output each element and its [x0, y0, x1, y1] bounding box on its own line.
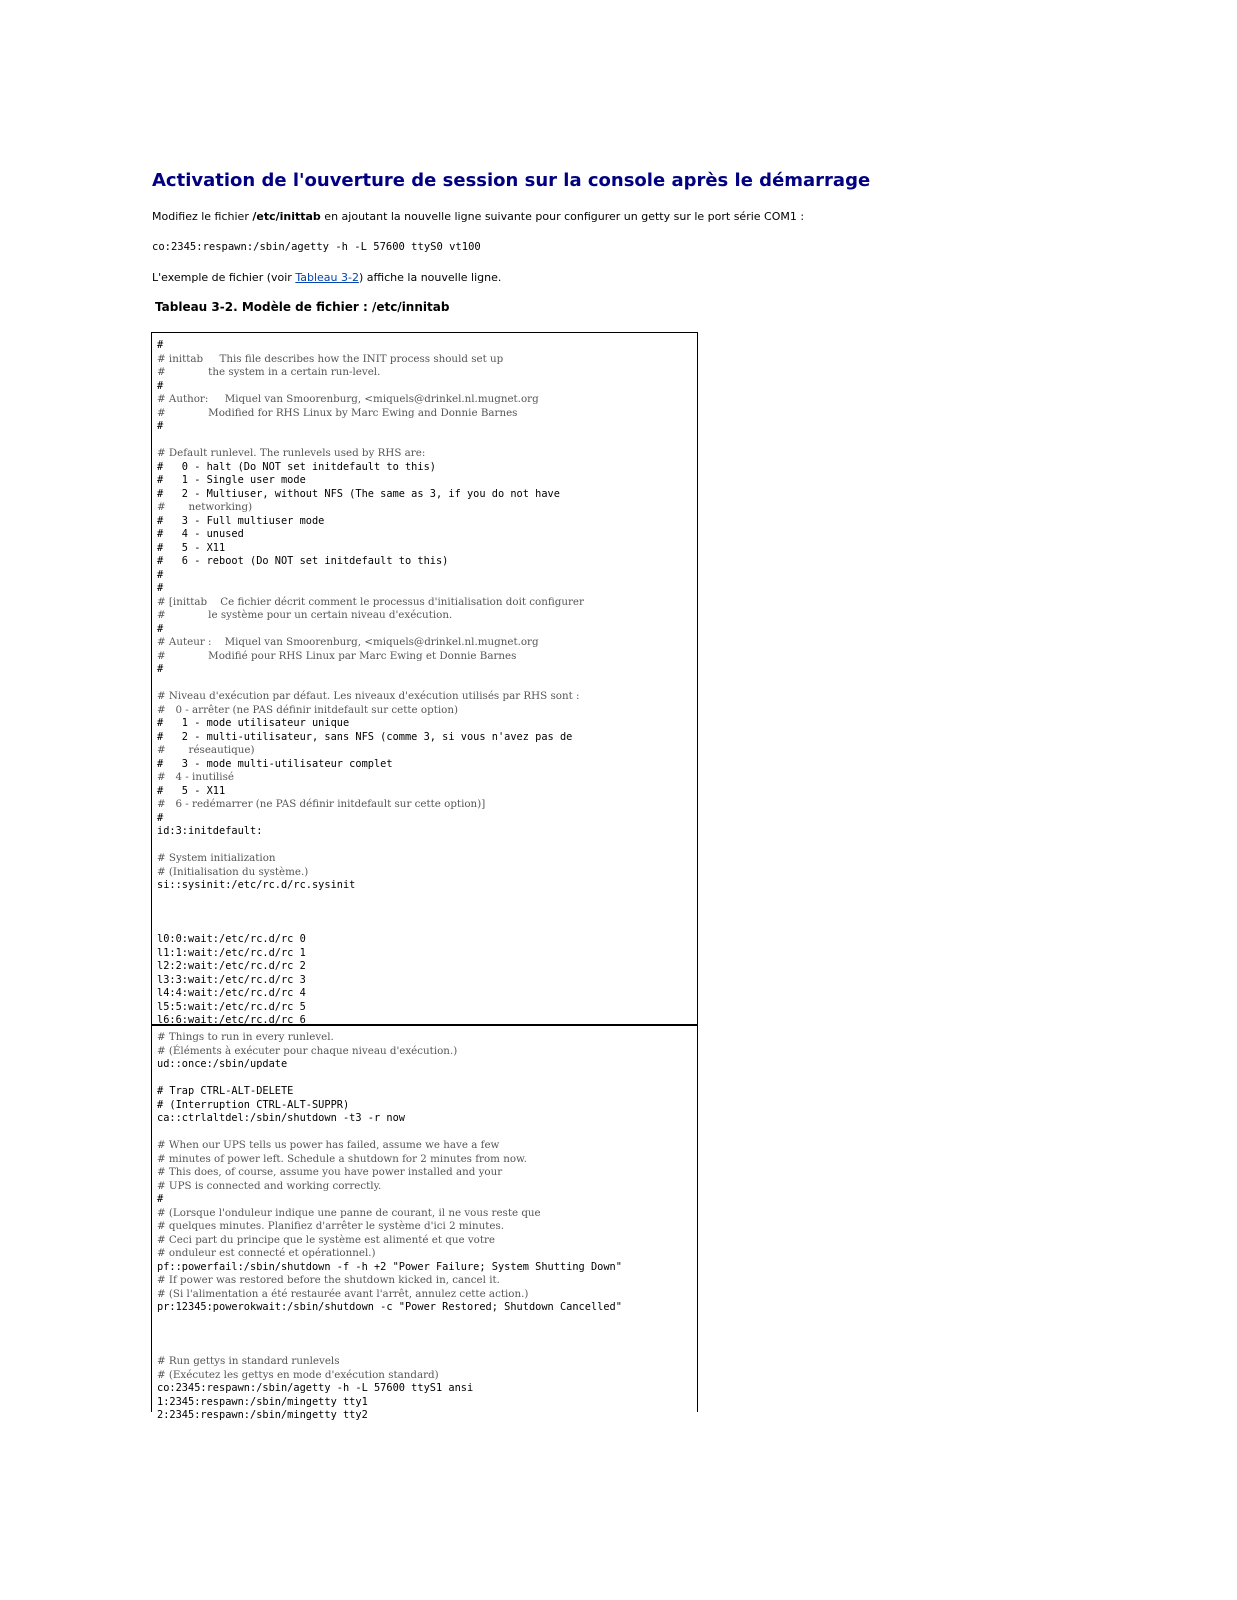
command-line: co:2345:respawn:/sbin/agetty -h -L 57600 ttyS0 vt100 [152, 241, 481, 253]
code-line: # [157, 420, 164, 432]
code-line: # Author: Miquel van Smoorenburg, <miquels@drinkel.nl.mugnet.org [157, 393, 539, 405]
code-line: # the system in a certain run-level. [157, 366, 381, 378]
code-line: co:2345:respawn:/sbin/agetty -h -L 57600 ttyS1 ansi [157, 1382, 474, 1394]
code-line: pr:12345:powerokwait:/sbin/shutdown -c "Power Restored; Shutdown Cancelled" [157, 1301, 622, 1313]
file-name: /etc/inittab [252, 210, 321, 223]
code-line: # [inittab Ce fichier décrit comment le processus d'initialisation doit configurer [157, 595, 584, 608]
code-line: # 3 - Full multiuser mode [157, 514, 325, 527]
code-line: # Ceci part du principe que le système est alimenté et que votre [157, 1233, 495, 1246]
code-line [157, 677, 584, 691]
code-line: # This does, of course, assume you have power installed and your [157, 1166, 503, 1178]
code-line: # System initialization [157, 852, 276, 864]
code-line: # Auteur : Miquel van Smoorenburg, <miquels@drinkel.nl.mugnet.org [157, 636, 539, 648]
example-text-before: L'exemple de fichier (voir [152, 271, 296, 284]
code-line: # 6 - redémarrer (ne PAS définir initdefault sur cette option)] [157, 798, 486, 810]
code-line [157, 434, 584, 448]
code-line [157, 920, 584, 934]
code-line: # [157, 379, 164, 392]
code-line: # (Interruption CTRL-ALT-SUPPR) [157, 1098, 350, 1111]
code-line: # (Exécutez les gettys en mode d'exécution standard) [157, 1368, 439, 1381]
code-line: # le système pour un certain niveau d'exécution. [157, 609, 453, 621]
code-line: # 5 - X11 [157, 541, 226, 554]
code-line: # 1 - Single user mode [157, 474, 306, 486]
code-line: # 0 - halt (Do NOT set initdefault to this) [157, 460, 436, 473]
code-line: l3:3:wait:/etc/rc.d/rc 3 [157, 973, 306, 986]
code-line: # UPS is connected and working correctly. [157, 1179, 382, 1192]
code-line: si::sysinit:/etc/rc.d/rc.sysinit [157, 879, 356, 891]
code-line: # [157, 568, 164, 581]
code-line: # (Éléments à exécuter pour chaque niveau d'exécution.) [157, 1044, 458, 1057]
code-line: # When our UPS tells us power has failed, assume we have a few [157, 1139, 500, 1151]
code-line: # [157, 339, 164, 351]
page-title: Activation de l'ouverture de session sur la console après le démarrage [152, 170, 871, 191]
code-line: # 4 - unused [157, 528, 244, 540]
code-line: # Modifié pour RHS Linux par Marc Ewing et Donnie Barnes [157, 649, 517, 662]
code-line: ca::ctrlaltdel:/sbin/shutdown -t3 -r now [157, 1112, 405, 1124]
code-line: # If power was restored before the shutdown kicked in, cancel it. [157, 1274, 500, 1286]
code-line: ud::once:/sbin/update [157, 1058, 288, 1070]
code-lines-1 [157, 339, 584, 1028]
code-line: # [157, 622, 164, 635]
code-line [157, 893, 584, 907]
code-line: pf::powerfail:/sbin/shutdown -f -h +2 "Power Failure; System Shutting Down" [157, 1260, 622, 1273]
code-lines-2 [157, 1031, 622, 1423]
example-text-after: ) affiche la nouvelle ligne. [358, 271, 502, 284]
code-line: 1:2345:respawn:/sbin/mingetty tty1 [157, 1395, 368, 1408]
table-caption: Tableau 3-2. Modèle de fichier : /etc/innitab [155, 300, 450, 314]
code-line: # 0 - arrêter (ne PAS définir initdefault sur cette option) [157, 703, 458, 716]
table-link[interactable]: Tableau 3-2 [295, 271, 359, 284]
code-line: l4:4:wait:/etc/rc.d/rc 4 [157, 987, 306, 999]
intro-text-before: Modifiez le fichier [152, 210, 253, 223]
code-line: l6:6:wait:/etc/rc.d/rc 6 [157, 1014, 306, 1026]
code-line: # Run gettys in standard runlevels [157, 1355, 340, 1367]
code-line: # Trap CTRL-ALT-DELETE [157, 1085, 294, 1097]
code-line: # networking) [157, 501, 253, 513]
code-line: # (Initialisation du système.) [157, 865, 309, 878]
code-line: # onduleur est connecté et opérationnel.) [157, 1247, 376, 1259]
code-line: # 2 - Multiuser, without NFS (The same as 3, if you do not have [157, 487, 560, 500]
code-box-1 [151, 332, 698, 1026]
code-line: 2:2345:respawn:/sbin/mingetty tty2 [157, 1409, 368, 1421]
code-line [157, 1342, 622, 1356]
code-line: # [157, 1193, 164, 1205]
code-line [157, 1126, 622, 1140]
code-line: # (Si l'alimentation a été restaurée avant l'arrêt, annulez cette action.) [157, 1287, 529, 1300]
code-line: # [157, 811, 164, 824]
code-line: # 1 - mode utilisateur unique [157, 717, 350, 729]
code-line: # 5 - X11 [157, 784, 226, 797]
code-box-2 [151, 1024, 698, 1421]
code-line: # Modified for RHS Linux by Marc Ewing and Donnie Barnes [157, 406, 518, 419]
example-paragraph [152, 271, 501, 284]
code-line: # Default runlevel. The runlevels used by RHS are: [157, 447, 426, 459]
code-line: l5:5:wait:/etc/rc.d/rc 5 [157, 1000, 306, 1013]
code-line: l2:2:wait:/etc/rc.d/rc 2 [157, 960, 306, 972]
code-line [157, 1072, 622, 1086]
code-line: # Niveau d'exécution par défaut. Les niveaux d'exécution utilisés par RHS sont : [157, 690, 580, 702]
code-line: # [157, 582, 164, 594]
code-line: l0:0:wait:/etc/rc.d/rc 0 [157, 933, 306, 945]
code-line: # [157, 663, 164, 675]
code-line: # 4 - inutilisé [157, 771, 234, 783]
code-line: # inittab This file describes how the INIT process should set up [157, 352, 504, 365]
code-line: # 2 - multi-utilisateur, sans NFS (comme 3, si vous n'avez pas de [157, 730, 573, 743]
code-line [157, 839, 584, 853]
code-line: id:3:initdefault: [157, 825, 263, 837]
intro-text-after: en ajoutant la nouvelle ligne suivante pour configurer un getty sur le port série COM1 : [320, 210, 805, 223]
code-line: # (Lorsque l'onduleur indique une panne de courant, il ne vous reste que [157, 1206, 541, 1219]
code-line: # 6 - reboot (Do NOT set initdefault to this) [157, 555, 449, 567]
code-line: # réseautique) [157, 744, 255, 756]
code-line: # 3 - mode multi-utilisateur complet [157, 757, 393, 770]
code-line: # quelques minutes. Planifiez d'arrêter le système d'ici 2 minutes. [157, 1220, 505, 1232]
intro-paragraph [152, 210, 804, 223]
code-line [157, 1328, 622, 1342]
code-line: # Things to run in every runlevel. [157, 1031, 334, 1043]
code-line [157, 1315, 622, 1329]
code-line [157, 906, 584, 920]
code-line: l1:1:wait:/etc/rc.d/rc 1 [157, 946, 306, 959]
code-line: # minutes of power left. Schedule a shutdown for 2 minutes from now. [157, 1152, 527, 1165]
